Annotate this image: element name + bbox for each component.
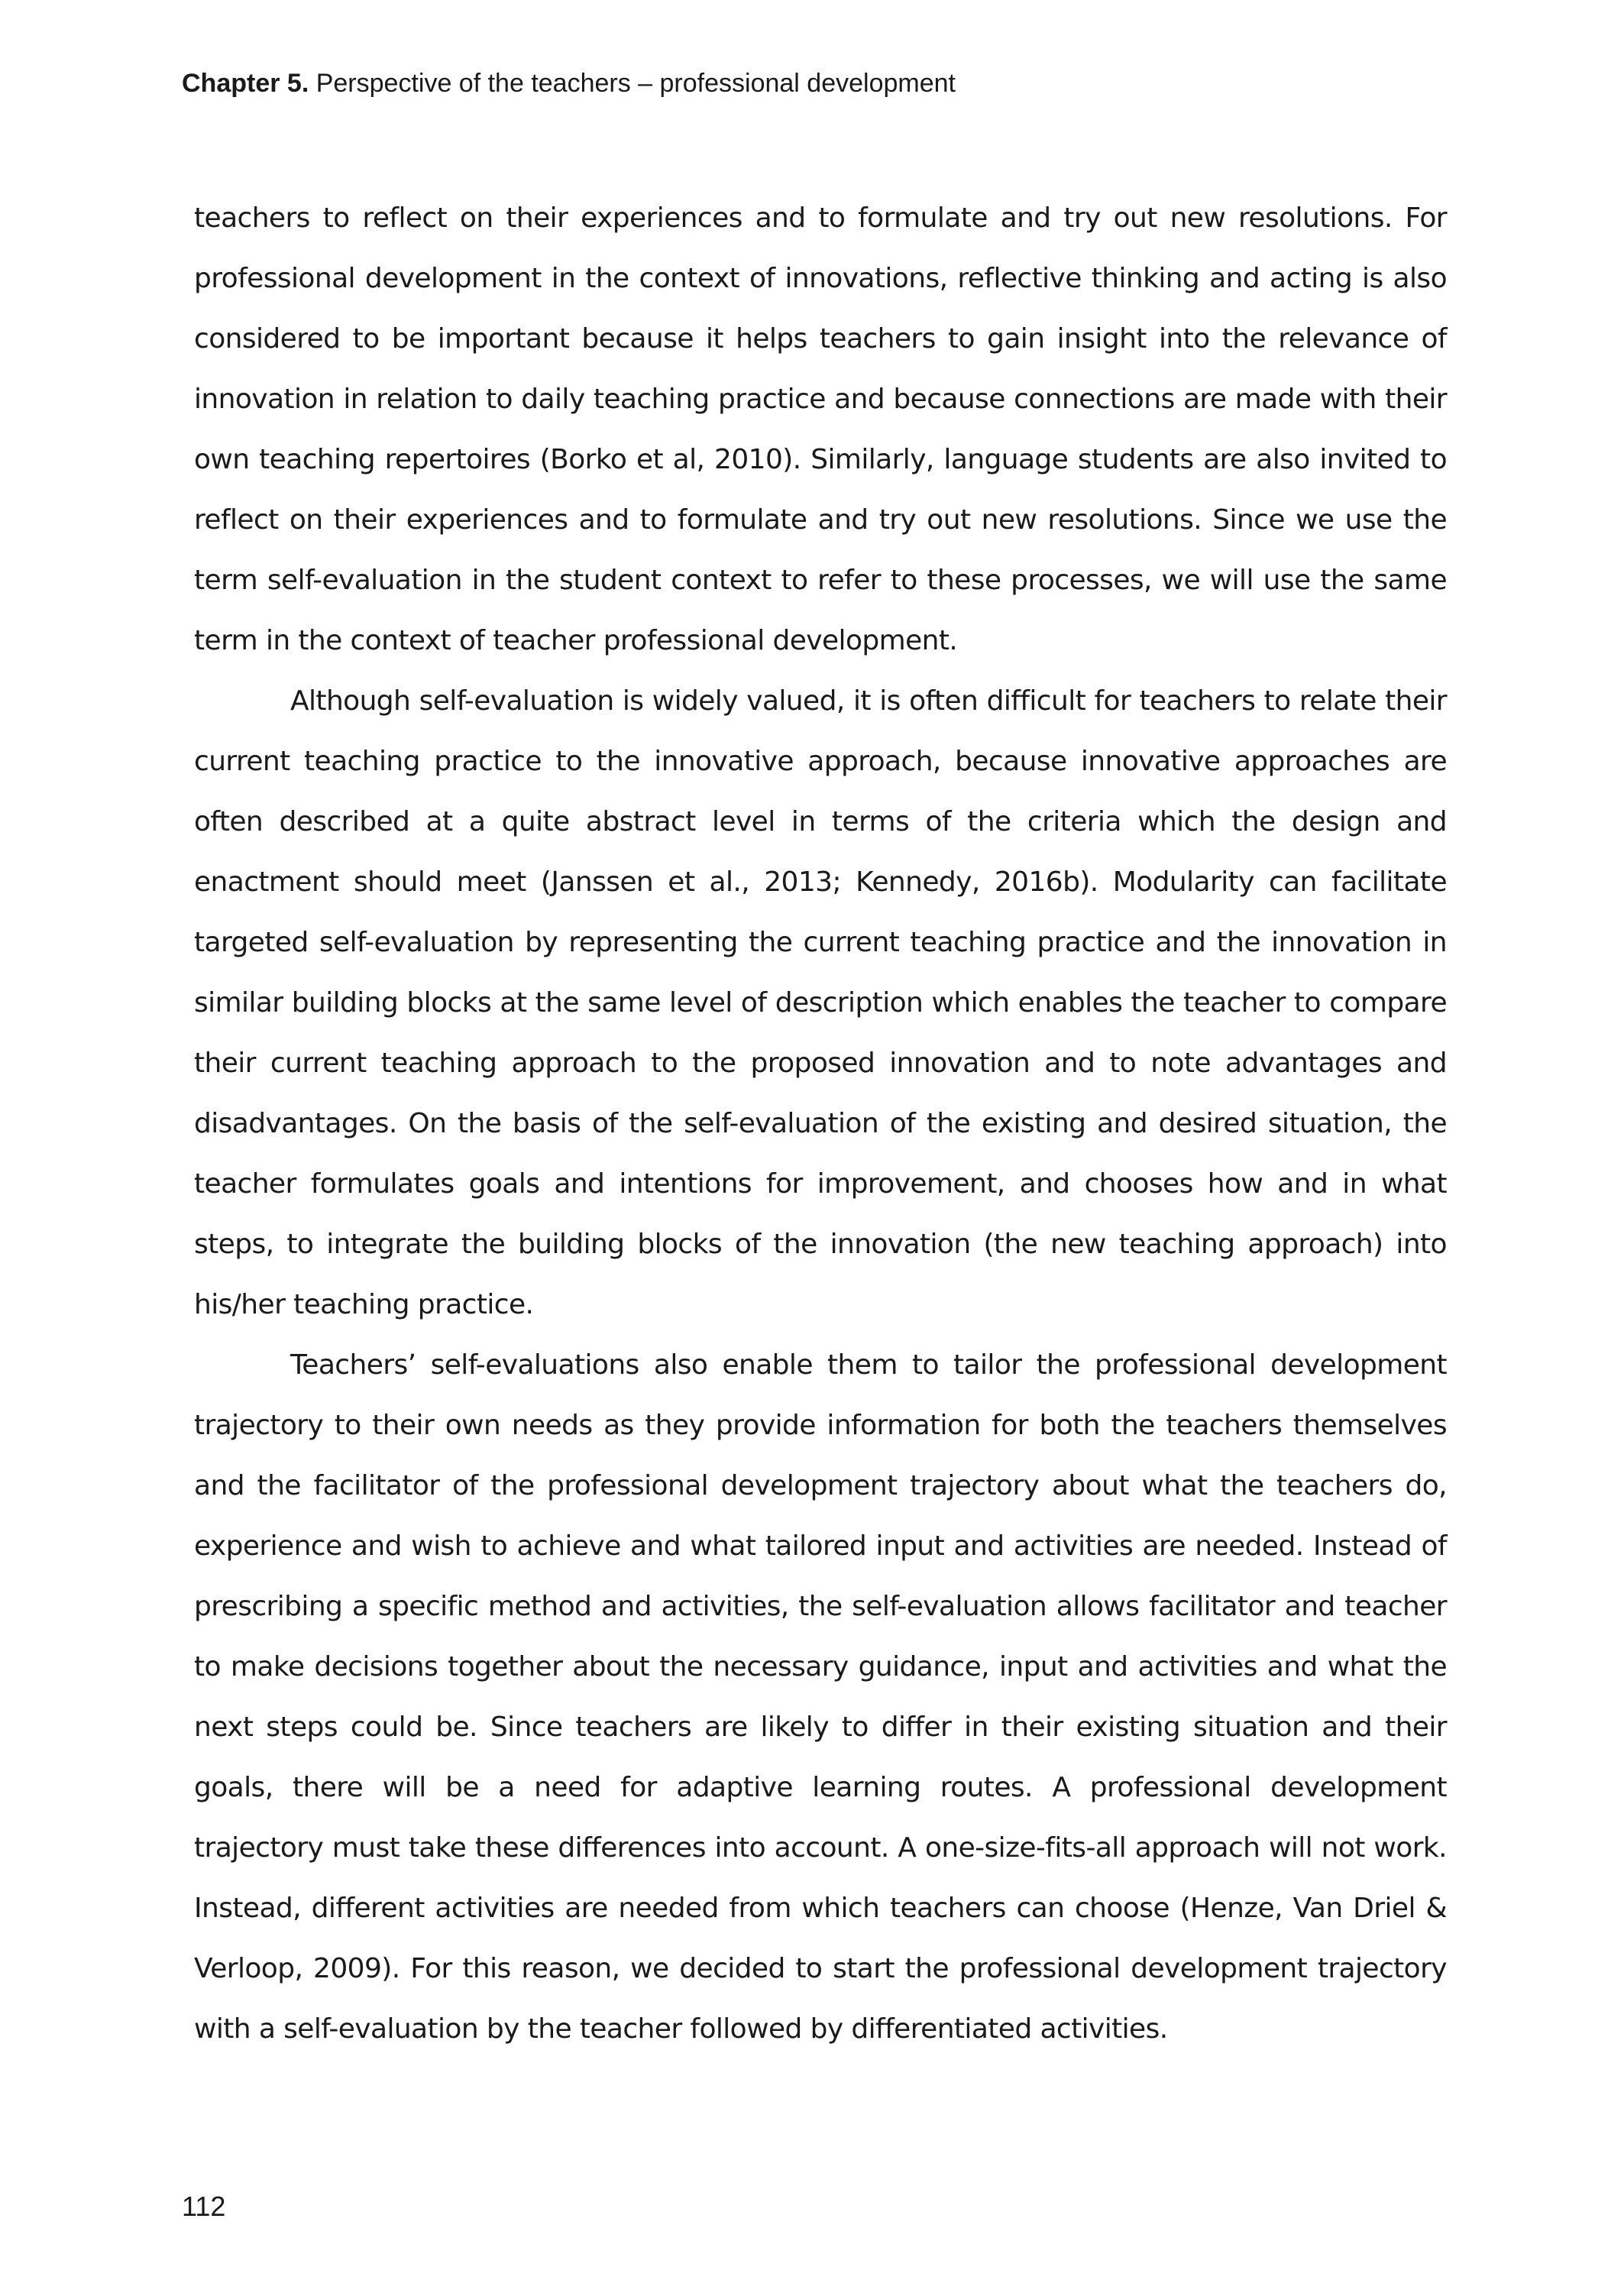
chapter-label: Chapter 5.: [182, 69, 309, 98]
chapter-title: Perspective of the teachers – professional development: [315, 69, 956, 98]
page-number: 112: [182, 2191, 226, 2222]
running-header: [182, 67, 956, 99]
body-text: [194, 188, 1447, 2059]
paragraph-tailored-trajectory: Teachers’ self-evaluations also enable them to tailor the professional development trajectory to their own needs as they provide information for both the teachers themselves and the facilitator of the professional development trajectory about what the teachers do, experience and wish to achieve and what tailored input and activities are needed. Instead of prescribing a specific method and activities, the self-evaluation allows facilitator and teacher to make decisions together about the necessary guidance, input and activities and what the next steps could be. Since teachers are likely to differ in their existing situation and their goals, there will be a need for adaptive learning routes. A professional development trajectory must take these differences into account. A one-size-fits-all approach will not work. Instead, different activities are needed from which teachers can choose (Henze, Van Driel & Verloop, 2009). For this reason, we decided to start the professional development trajectory with a self-evaluation by the teacher followed by differentiated activities.: [194, 1349, 1447, 2045]
paragraph-self-evaluation-difficulty: Although self-evaluation is widely valued, it is often difficult for teachers to relate their current teaching practice to the innovative approach, because innovative approaches are often described at a quite abstract level in terms of the criteria which the design and enactment should meet (Janssen et al., 2013; Kennedy, 2016b). Modularity can facilitate targeted self-evaluation by representing the current teaching practice and the innovation in similar building blocks at the same level of description which enables the teacher to compare their current teaching approach to the proposed innovation and to note advantages and disadvantages. On the basis of the self-evaluation of the existing and desired situation, the teacher formulates goals and intentions for improvement, and chooses how and in what steps, to integrate the building blocks of the innovation (the new teaching approach) into his/her teaching practice.: [194, 685, 1447, 1320]
paragraph-continued: teachers to reflect on their experiences and to formulate and try out new resolutions. For professional development in the context of innovations, reflective thinking and acting is also considered to be important because it helps teachers to gain insight into the relevance of innovation in relation to daily teaching practice and because connections are made with their own teaching repertoires (Borko et al, 2010). Similarly, language students are also invited to reflect on their experiences and to formulate and try out new resolutions. Since we use the term self-evaluation in the student context to refer to these processes, we will use the same term in the context of teacher professional development.: [194, 202, 1447, 656]
